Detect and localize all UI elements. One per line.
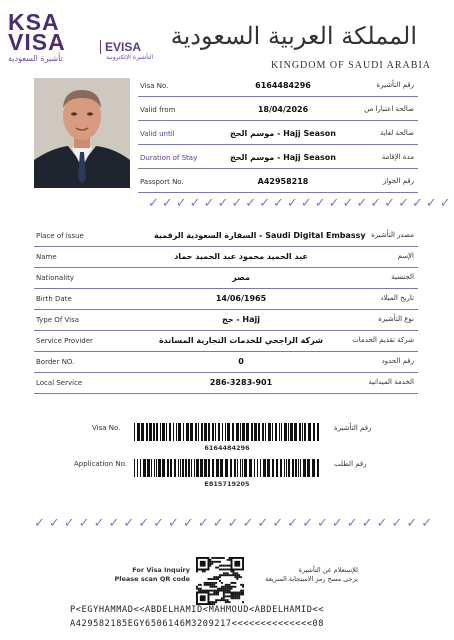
value: 0 [238, 357, 244, 366]
value: عبد الحميد محمود عبد الحميد حماد [174, 252, 308, 261]
barcode-app-label-ar: رقم الطلب [334, 460, 367, 468]
label-ar: رقم الجواز [382, 177, 414, 185]
value: موسم الحج - Hajj Season [230, 153, 336, 162]
logo-ksa-text: KSA [8, 9, 60, 35]
decorative-check-pattern: ✓✓✓✓✓✓✓✓✓✓✓✓✓✓✓✓✓✓✓✓✓✓ [148, 196, 454, 211]
logo-arabic-text: تأشيرة السعودية [8, 54, 63, 63]
value: حج - Hajj [222, 315, 260, 324]
application-barcode [134, 459, 320, 477]
label-ar: الخدمة الميدانية [368, 378, 414, 386]
inquiry-text-en [110, 566, 190, 584]
row-type-of-visa [34, 310, 418, 331]
label-ar: صالحة اعتبارا من [364, 105, 414, 113]
mrz-line-2: A429582185EGY6506146M3209217<<<<<<<<<<<<<<08 [70, 619, 325, 629]
label-en: Nationality [36, 274, 75, 282]
row-place-of-issue [34, 226, 418, 247]
value: 18/04/2026 [257, 105, 309, 114]
label-ar: الإسم [397, 252, 414, 260]
label-ar: رقم الحدود [381, 357, 414, 365]
row-border-no [34, 352, 418, 373]
inquiry-en-line1: For Visa Inquiry [132, 566, 190, 574]
mrz-line-1: P<EGYHAMMAD<<ABDELHAMID<MAHMOUD<ABDELHAMID<< [70, 605, 325, 615]
kingdom-arabic-title: المملكة العربية السعودية [170, 22, 417, 50]
label-ar: رقم التأشيرة [376, 81, 414, 89]
row-duration-of-stay [138, 148, 418, 169]
row-visa-no [138, 76, 418, 97]
value: مصر [232, 273, 250, 282]
label-ar: تاريخ الميلاد [380, 294, 414, 302]
label-ar: نوع التأشيرة [378, 315, 414, 323]
label-en: Valid until [140, 130, 175, 138]
label-en: Border NO. [36, 358, 75, 366]
row-valid-until [138, 124, 418, 145]
evisa-logo: EVISA [100, 40, 141, 54]
barcode-app-label-en: Application No. [74, 460, 127, 468]
label-ar: مدة الإقامة [381, 153, 414, 161]
barcode-visa-label-ar: رقم التأشيرة [334, 424, 372, 432]
visa-barcode [134, 423, 320, 441]
application-barcode-number: E815719205 [204, 480, 250, 488]
label-en: Local Service [36, 379, 83, 387]
inquiry-ar-line2: يرجى مسح رمز الاستجابة السريعة [265, 575, 358, 583]
label-en: Type Of Visa [36, 316, 80, 324]
value: السفارة السعودية الرقمية - Saudi Digital Embassy [154, 231, 366, 240]
row-local-service [34, 373, 418, 394]
barcode-visa-label-en: Visa No. [92, 424, 121, 432]
value: A42958218 [257, 177, 309, 186]
inquiry-text-ar [258, 566, 358, 584]
label-en: Visa No. [140, 82, 169, 90]
decorative-check-pattern-bottom: ✓✓✓✓✓✓✓✓✓✓✓✓✓✓✓✓✓✓✓✓✓✓✓✓✓✓✓ [34, 516, 437, 531]
row-name [34, 247, 418, 268]
header [0, 0, 451, 72]
visa-barcode-number: 6164484296 [204, 444, 250, 452]
value: 286-3283-901 [209, 378, 273, 387]
value: موسم الحج - Hajj Season [230, 129, 336, 138]
logo-visa-text: VISA [8, 29, 66, 55]
label-ar: مصدر التأشيرة [371, 231, 414, 239]
label-en: Service Provider [36, 337, 93, 345]
label-ar: الجنسية [391, 273, 414, 281]
value: شركة الراجحي للخدمات التجارية المساندة [158, 336, 324, 345]
label-en: Duration of Stay [140, 154, 198, 162]
row-birth-date [34, 289, 418, 310]
label-en: Passport No. [140, 178, 184, 186]
ksa-visa-logo [8, 9, 98, 63]
kingdom-english-title: KINGDOM OF SAUDI ARABIA [271, 60, 431, 71]
label-en: Valid from [140, 106, 176, 114]
label-en: Place of issue [36, 232, 84, 240]
value: 6164484296 [255, 81, 311, 90]
label-en: Birth Date [36, 295, 72, 303]
label-en: Name [36, 253, 57, 261]
row-nationality [34, 268, 418, 289]
row-passport-no [138, 172, 418, 193]
label-ar: صالحة لغاية [379, 129, 414, 137]
row-valid-from [138, 100, 418, 121]
evisa-arabic-text: التأشيرة الإلكترونية [106, 54, 154, 61]
qr-code[interactable] [196, 557, 244, 605]
label-ar: شركة تقديم الخدمات [352, 336, 414, 344]
inquiry-en-line2: Please scan QR code [114, 575, 190, 583]
passport-photo [34, 78, 130, 188]
inquiry-ar-line1: للإستعلام عن التأشيرة [298, 566, 358, 574]
row-service-provider [34, 331, 418, 352]
value: 14/06/1965 [215, 294, 267, 303]
